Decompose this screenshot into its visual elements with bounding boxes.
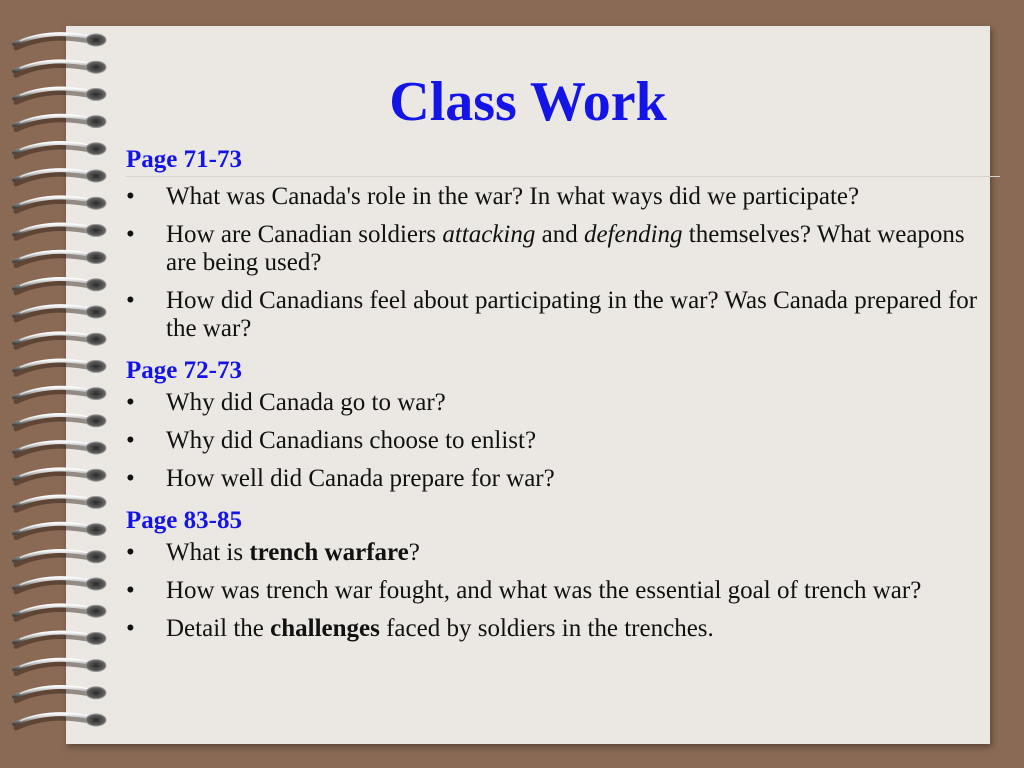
text-run: How are Canadian soldiers: [166, 221, 443, 248]
bullet-list: [126, 389, 986, 493]
text-run: What was Canada's role in the war? In what ways did we participate?: [166, 183, 860, 210]
slide-title: Class Work: [389, 71, 667, 133]
bold-text: trench warfare: [249, 539, 409, 566]
bullet-dot: •: [126, 221, 135, 248]
italic-text: attacking: [442, 221, 536, 248]
slide-content: [126, 144, 986, 653]
text-run: and: [535, 221, 584, 248]
bullet-item: [126, 427, 986, 455]
bullet-item: [126, 389, 986, 417]
text-run: What is: [166, 539, 250, 566]
bullet-item: [126, 615, 986, 643]
section-page-83-85: [126, 505, 986, 643]
bullet-item: [126, 183, 986, 211]
bullet-dot: •: [126, 389, 135, 416]
bullet-dot: •: [126, 287, 135, 314]
divider-line: [126, 176, 1000, 177]
text-run: ?: [408, 539, 420, 566]
text-run: How did Canadians feel about participating in the war? Was Canada prepared for the war?: [166, 287, 978, 342]
bullet-dot: •: [126, 465, 135, 492]
bullet-item: [126, 287, 986, 343]
bullet-dot: •: [126, 427, 135, 454]
text-run: Why did Canada go to war?: [166, 389, 446, 416]
bullet-item: [126, 465, 986, 493]
text-run: Why did Canadians choose to enlist?: [166, 427, 537, 454]
bullet-item: [126, 577, 986, 605]
section-heading: Page 71-73: [126, 146, 242, 173]
bullet-dot: •: [126, 539, 135, 566]
text-run: How well did Canada prepare for war?: [166, 465, 555, 492]
text-run: faced by soldiers in the trenches.: [379, 615, 714, 642]
text-run: Detail the: [166, 615, 271, 642]
italic-text: defending: [583, 221, 683, 248]
bullet-list: [126, 183, 986, 343]
bullet-list: [126, 539, 986, 643]
section-heading: Page 72-73: [126, 357, 242, 384]
section-heading: Page 83-85: [126, 507, 242, 534]
section-page-72-73: [126, 355, 986, 493]
bullet-item: [126, 221, 986, 277]
text-run: How was trench war fought, and what was the essential goal of trench war?: [166, 577, 922, 604]
bullet-dot: •: [126, 615, 135, 642]
section-page-71-73: [126, 144, 986, 343]
text-run: themselves? What weapons are being used?: [166, 221, 965, 276]
bullet-dot: •: [126, 577, 135, 604]
bullet-dot: •: [126, 183, 135, 210]
bold-text: challenges: [270, 615, 380, 642]
bullet-item: [126, 539, 986, 567]
